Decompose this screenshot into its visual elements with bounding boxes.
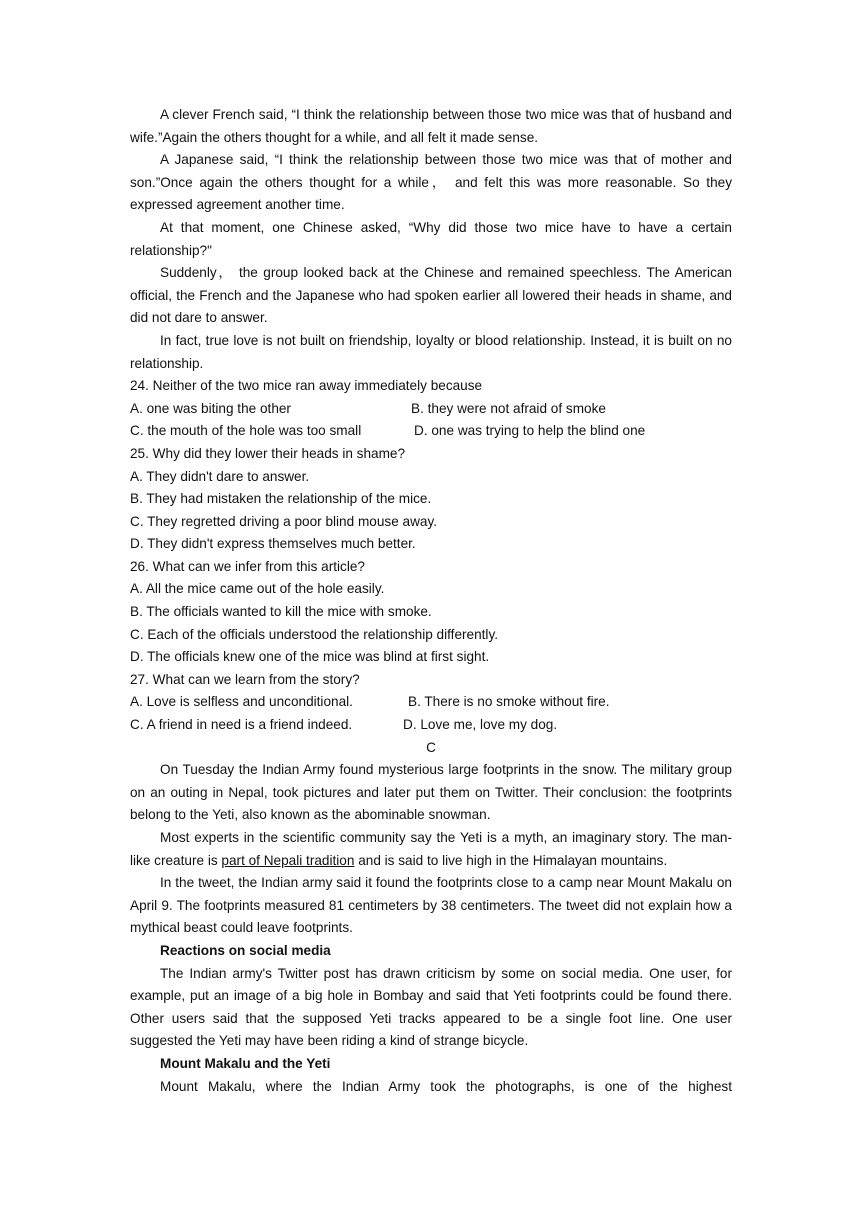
option-b: B. There is no smoke without fire.: [408, 694, 610, 710]
passage-paragraph: The Indian army's Twitter post has drawn criticism by some on social media. One user, for example, put an image of a big hole in Bombay and said that Yeti footprints could be found there. Other users said that the supposed Yeti tracks appeared to be a single foot line. One user suggested the Yeti may have been riding a kind of strange bicycle.: [130, 965, 732, 1049]
question-24-options-cd: [130, 420, 732, 443]
passage-paragraph: [130, 827, 732, 872]
passage-paragraph: On Tuesday the Indian Army found mysterious large footprints in the snow. The military group on an outing in Nepal, took pictures and later put them on Twitter. Their conclusion: the footprints belong to the Yeti, also known as the abominable snowman.: [130, 762, 732, 823]
option-d: D. Love me, love my dog.: [403, 717, 558, 733]
option-b: B. they were not afraid of smoke: [411, 400, 606, 416]
option-b: B. They had mistaken the relationship of the mice.: [130, 491, 432, 507]
section-heading: Mount Makalu and the Yeti: [160, 1055, 331, 1071]
option-c: C. They regretted driving a poor blind mouse away.: [130, 513, 438, 529]
question-27-options-ab: [130, 691, 732, 714]
option-d: D. The officials knew one of the mice was blind at first sight.: [130, 649, 490, 665]
text-segment: Most experts in the scientific community say the Yeti is a myth, an imaginary story. The man-like creature is: [130, 830, 732, 868]
option-d: D. one was trying to help the blind one: [414, 423, 646, 439]
section-heading: Reactions on social media: [160, 942, 331, 958]
story-paragraph: In fact, true love is not built on friendship, loyalty or blood relationship. Instead, it is built on no relationship.: [130, 332, 732, 371]
story-paragraph: A Japanese said, “I think the relationship between those two mice was that of mother and son.”Once again the others thought for a while， and felt this was more reasonable. So they expressed agreement another time.: [130, 152, 732, 213]
section-label: C: [426, 739, 436, 755]
option-b: B. The officials wanted to kill the mice with smoke.: [130, 604, 432, 620]
story-paragraph: At that moment, one Chinese asked, “Why did those two mice have to have a certain relationship?": [130, 219, 732, 258]
document-body: [130, 104, 732, 1098]
text-segment: and is said to live high in the Himalayan mountains.: [354, 852, 668, 868]
story-paragraph: A clever French said, “I think the relationship between those two mice was that of husband and wife.”Again the others thought for a while, and all felt it made sense.: [130, 107, 732, 145]
passage-paragraph: In the tweet, the Indian army said it found the footprints close to a camp near Mount Makalu on April 9. The footprints measured 81 centimeters by 38 centimeters. The tweet did not explain how a mythical beast could leave footprints.: [130, 875, 732, 936]
option-c: C. Each of the officials understood the relationship differently.: [130, 626, 499, 642]
option-c: C. the mouth of the hole was too small: [130, 423, 362, 439]
question-24-options-ab: [130, 398, 732, 421]
option-a: A. They didn't dare to answer.: [130, 468, 310, 484]
story-paragraph: Suddenly， the group looked back at the Chinese and remained speechless. The American official, the French and the Japanese who had spoken earlier all lowered their heads in shame, and did not dare to answer.: [130, 265, 732, 326]
question-27-options-cd: [130, 714, 732, 737]
option-a: A. All the mice came out of the hole easily.: [130, 581, 385, 597]
option-a: A. Love is selfless and unconditional.: [130, 694, 353, 710]
question-25-stem: 25. Why did they lower their heads in shame?: [130, 445, 406, 461]
option-a: A. one was biting the other: [130, 400, 291, 416]
option-c: C. A friend in need is a friend indeed.: [130, 717, 353, 733]
passage-paragraph: Mount Makalu, where the Indian Army took the photographs, is one of the highest: [160, 1078, 732, 1094]
option-d: D. They didn't express themselves much better.: [130, 536, 416, 552]
underlined-phrase: part of Nepali tradition: [221, 852, 355, 868]
question-26-stem: 26. What can we infer from this article?: [130, 558, 365, 574]
question-24-stem: 24. Neither of the two mice ran away immediately because: [130, 378, 483, 394]
question-27-stem: 27. What can we learn from the story?: [130, 671, 360, 687]
